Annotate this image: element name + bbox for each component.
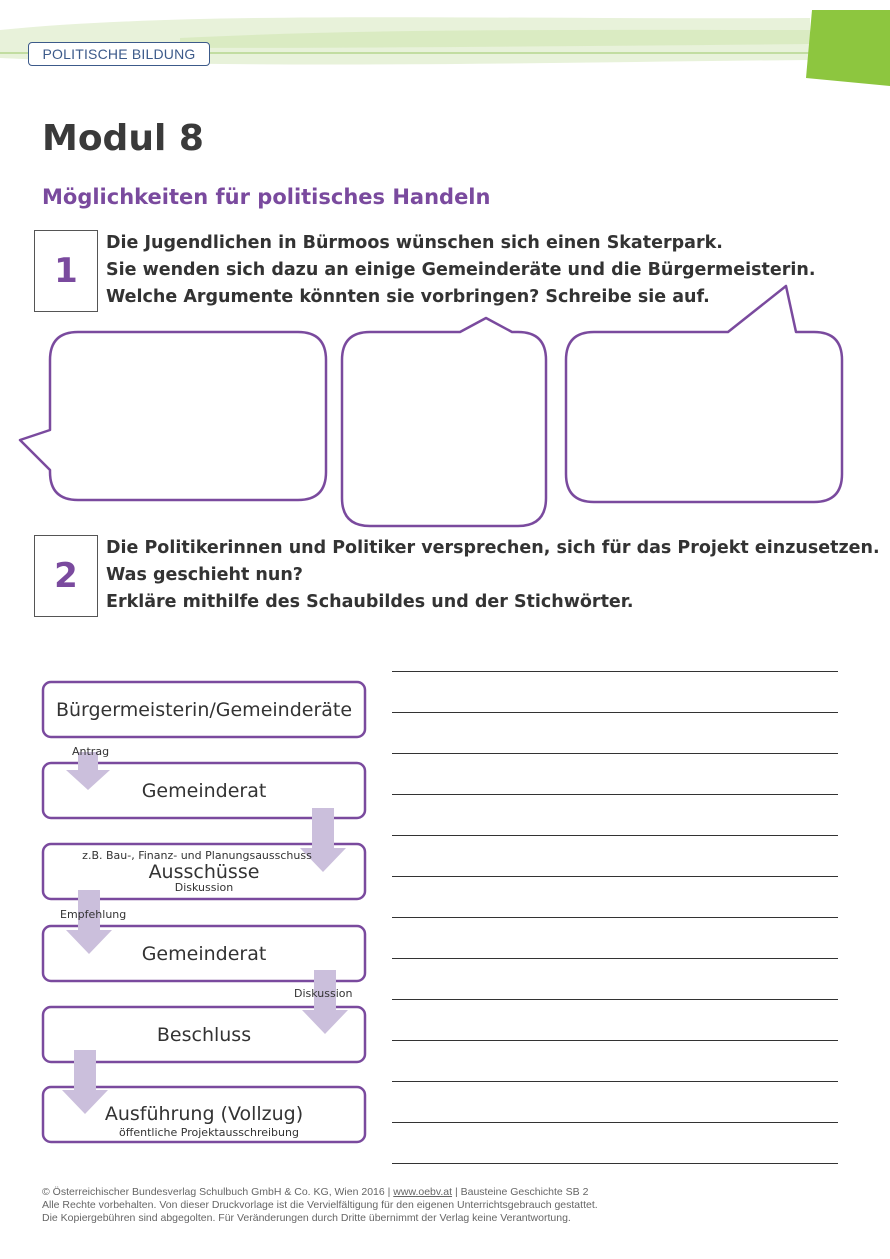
answer-line[interactable] — [392, 958, 838, 959]
task-2-line: Die Politikerinnen und Politiker versprechen, sich für das Projekt einzusetzen. — [106, 538, 880, 558]
process-diagram — [0, 670, 380, 1160]
answer-line[interactable] — [392, 876, 838, 877]
speech-bubbles — [0, 280, 890, 540]
page-title: Modul 8 — [42, 118, 204, 159]
diagram-box-label: Gemeinderat — [141, 780, 267, 802]
answer-line[interactable] — [392, 1122, 838, 1123]
task-1-line: Sie wenden sich dazu an einige Gemeinderäte und die Bürgermeisterin. — [106, 260, 816, 280]
diagram-box-note: z.B. Bau-, Finanz- und Planungsausschuss — [82, 849, 312, 862]
answer-line[interactable] — [392, 753, 838, 754]
task-2-line: Was geschieht nun? — [106, 565, 303, 585]
footer-text: © Österreichischer Bundesverlag Schulbuch GmbH & Co. KG, Wien 2016 | — [42, 1186, 394, 1198]
task-2-text — [106, 535, 880, 616]
answer-line[interactable] — [392, 835, 838, 836]
answer-line[interactable] — [392, 999, 838, 1000]
speech-bubble-right[interactable] — [566, 286, 842, 502]
footer-text: | Bausteine Geschichte SB 2 — [452, 1186, 589, 1198]
page-subtitle: Möglichkeiten für politisches Handeln — [42, 185, 491, 209]
diagram-box-note: öffentliche Projektausschreibung — [119, 1126, 299, 1139]
answer-line[interactable] — [392, 1040, 838, 1041]
diagram-box-label: Bürgermeisterin/Gemeinderäte — [55, 699, 353, 721]
speech-bubble-middle[interactable] — [342, 318, 546, 526]
answer-line[interactable] — [392, 794, 838, 795]
speech-bubble-left[interactable] — [20, 332, 326, 500]
arrow-label-antrag: Antrag — [72, 745, 110, 758]
answer-line[interactable] — [392, 671, 838, 672]
task-2-line: Erkläre mithilfe des Schaubildes und der Stichwörter. — [106, 592, 634, 612]
task-1-line: Die Jugendlichen in Bürmoos wünschen sich einen Skaterpark. — [106, 233, 723, 253]
footer-text: Alle Rechte vorbehalten. Von dieser Druckvorlage ist die Vervielfältigung für den eigenen Unterrichtsgebrauch gestattet. — [42, 1199, 598, 1211]
copyright-footer — [42, 1186, 598, 1225]
section-badge: POLITISCHE BILDUNG — [28, 42, 210, 66]
arrow-label-empfehlung: Empfehlung — [60, 908, 127, 921]
publisher-link[interactable]: www.oebv.at — [393, 1186, 453, 1198]
task-number-2: 2 — [34, 535, 98, 617]
diagram-box-note: Diskussion — [174, 881, 234, 894]
diagram-box-label: Ausschüsse — [148, 861, 260, 883]
footer-text: Die Kopiergebühren sind abgegolten. Für Veränderungen durch Dritte übernimmt der Verlag keine Verantwortung. — [42, 1212, 571, 1224]
answer-line[interactable] — [392, 1163, 838, 1164]
diagram-box-label: Ausführung (Vollzug) — [104, 1103, 304, 1125]
answer-line[interactable] — [392, 712, 838, 713]
arrow-label-diskussion: Diskussion — [294, 987, 353, 1000]
task-1-line: Welche Argumente könnten sie vorbringen? Schreibe sie auf. — [106, 287, 710, 307]
diagram-box-label: Beschluss — [156, 1024, 252, 1046]
answer-line[interactable] — [392, 1081, 838, 1082]
task-number-1: 1 — [34, 230, 98, 312]
diagram-box-label: Gemeinderat — [141, 943, 267, 965]
answer-line[interactable] — [392, 917, 838, 918]
